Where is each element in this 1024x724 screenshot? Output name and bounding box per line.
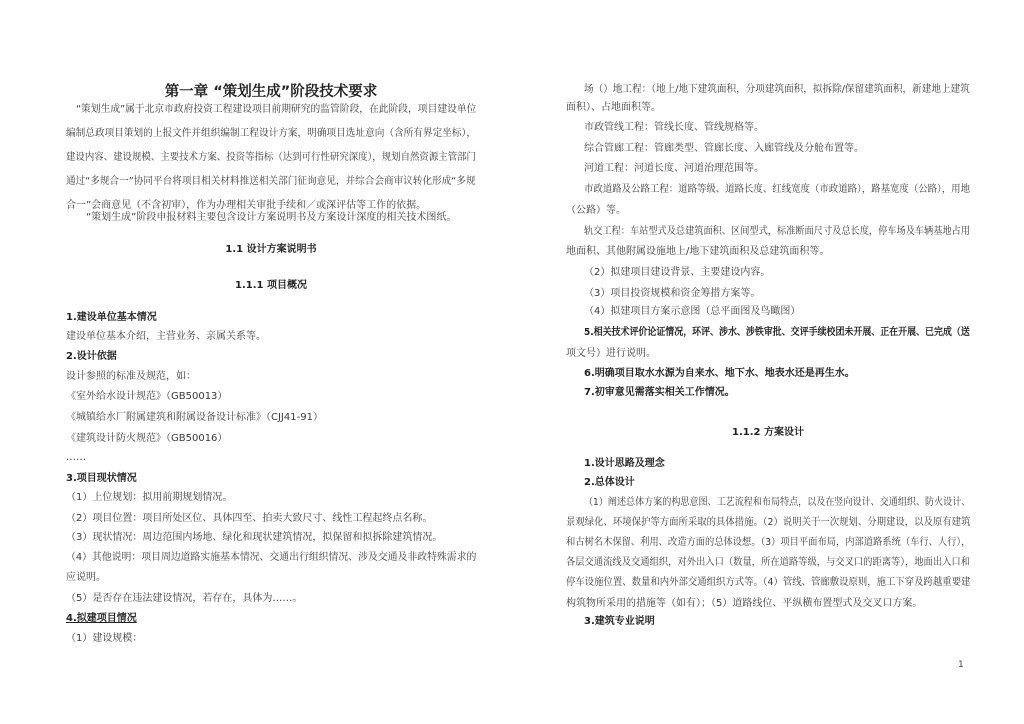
body-line: 停车设施位置、数量和内外部交通组织方式等。（4）管线、管廊敷设原则，施工下穿及跨越重要建 [566,577,971,588]
body-line: 构筑物所采用的措施等（如有）；（5）道路线位、平纵横布置型式及交叉口方案。 [566,598,923,609]
body-line: 河道工程：河道长度、河道治理范围等。 [584,163,764,174]
body-line: （1）建设规模： [66,633,143,644]
body-line: （4）其他说明：项目周边道路实施基本情况、交通出行组织情况、涉及交通及非政特殊需求的 [66,552,477,563]
item-heading: 1.设计思路及理念 [584,458,665,469]
body-line: 设计参照的标准及规范，如： [66,371,196,382]
item-heading: 6.明确项目取水水源为自来水、地下水、地表水还是再生水。 [584,368,855,379]
intro-line: “策划生成”属于北京市政府投资工程建设项目前期研究的监管阶段，在此阶段，项目建设单位 [76,104,477,115]
body-line: 面积）、占地面积等。 [566,102,661,113]
intro-line: 建设内容、建设规模、主要技术方案、投资等指标（达到可行性研究深度），规划自然资源主管部门 [66,152,476,163]
body-line: 市政管线工程：管线长度、管线规格等。 [584,122,764,133]
body-line: 各层交通流线及交通组织，对外出入口（数量，所在道路等级，与交叉口的距离等），地面出入口和 [566,557,970,568]
body-line: （1）阐述总体方案的构思意图、工艺流程和布局特点，以及在竖向设计、交通组织、防火设计、 [584,497,971,508]
body-line: （4）拟建项目方案示意图（总平面图及鸟瞰图） [584,306,801,317]
body-line: 应说明。 [66,572,106,583]
chapter-title: 第一章 “策划生成”阶段技术要求 [164,84,378,100]
body-line: 轨交工程：车站型式及总建筑面积、区间型式，标准断面尺寸及总长度，停车场及车辆基地占用 [584,226,970,237]
body-line: 场（）地工程：（地上/地下建筑面积，分项建筑面积，拟拆除/保留建筑面积，新建地上建筑 [584,84,970,95]
body-line: （2）拟建项目建设背景、主要建设内容。 [584,267,771,278]
item-heading: 5.相关技术评价论证情况，环评、涉水、涉铁审批、交评手续校团未开展、正在开展、已完成（送 [584,327,970,338]
item-heading: 7.初审意见需落实相关工作情况。 [584,387,735,398]
body-line: 景观绿化、环境保护等方面所采取的具体措施。（2）说明关于一次规划、分期建设，以及原有建筑 [566,517,971,528]
item-heading: 2.设计依据 [66,351,117,362]
item-heading: 3.建筑专业说明 [584,616,655,627]
intro-line: 编制总政项目策划的上报文件并组织编制工程设计方案，明确项目选址意向（含所有界定坐标）， [66,128,476,139]
item-heading: 2.总体设计 [584,477,635,488]
section-heading: 1.1 设计方案说明书 [225,244,317,255]
body-line: 和古树名木保留、利用、改造方面的总体设想。（3）项目平面布局，内部道路系统（车行、人行）， [566,537,971,548]
item-heading: 4.拟建项目情况 [66,613,137,624]
body-line: （公路）等。 [566,205,626,216]
body-line: 《城镇给水厂附属建筑和附属设备设计标准》（CJJ41-91） [66,412,323,423]
body-line: （3）现状情况：周边范围内场地、绿化和现状建筑情况，拟保留和拟拆除建筑情况。 [66,532,443,543]
body-line: 市政道路及公路工程：道路等级、道路长度、红线宽度（市政道路），路基宽度（公路），用地 [584,184,971,195]
intro-line: 合一”会商意见（不含初审），作为办理相关审批手续和／或深评估等工作的依据。 [66,200,427,211]
body-line: （1）上位规划：拟用前期规划情况。 [66,492,233,503]
body-line: 《建筑设计防火规范》（GB50016） [66,433,228,444]
body-line: 地面积、其他附属设施地上/地下建筑面积及总建筑面积等。 [566,246,830,257]
subsection-heading: 1.1.2 方案设计 [732,427,804,438]
body-line: （2）项目位置：项目所处区位、具体四至、拍卖大致尺寸、线性工程起终点名称。 [66,513,433,524]
body-line: （3）项目投资规模和资金筹措方案等。 [584,288,761,299]
subsection-heading: 1.1.1 项目概况 [235,280,307,291]
intro-line: 通过“多规合一”协同平台将项目相关材料推送相关部门征询意见，并综合会商审议转化形成“多规 [66,176,476,187]
body-line: （5）是否存在违法建设情况，若存在，具体为……。 [66,593,303,604]
body-line: 项文号）进行说明。 [566,348,656,359]
intro-line: “策划生成”阶段申报材料主要包含设计方案说明书及方案设计深度的相关技术图纸。 [86,212,457,223]
item-heading: 3.项目现状情况 [66,473,137,484]
item-heading: 1.建设单位基本情况 [66,312,157,323]
body-line: 建设单位基本介绍，主营业务、亲属关系等。 [66,331,266,342]
body-line: …… [66,452,86,463]
page-number: 1 [958,660,964,670]
body-line: 《室外给水设计规范》（GB50013） [66,391,228,402]
body-line: 综合管廊工程：管廊类型、管廊长度、入廊管线及分舱布置等。 [584,143,864,154]
